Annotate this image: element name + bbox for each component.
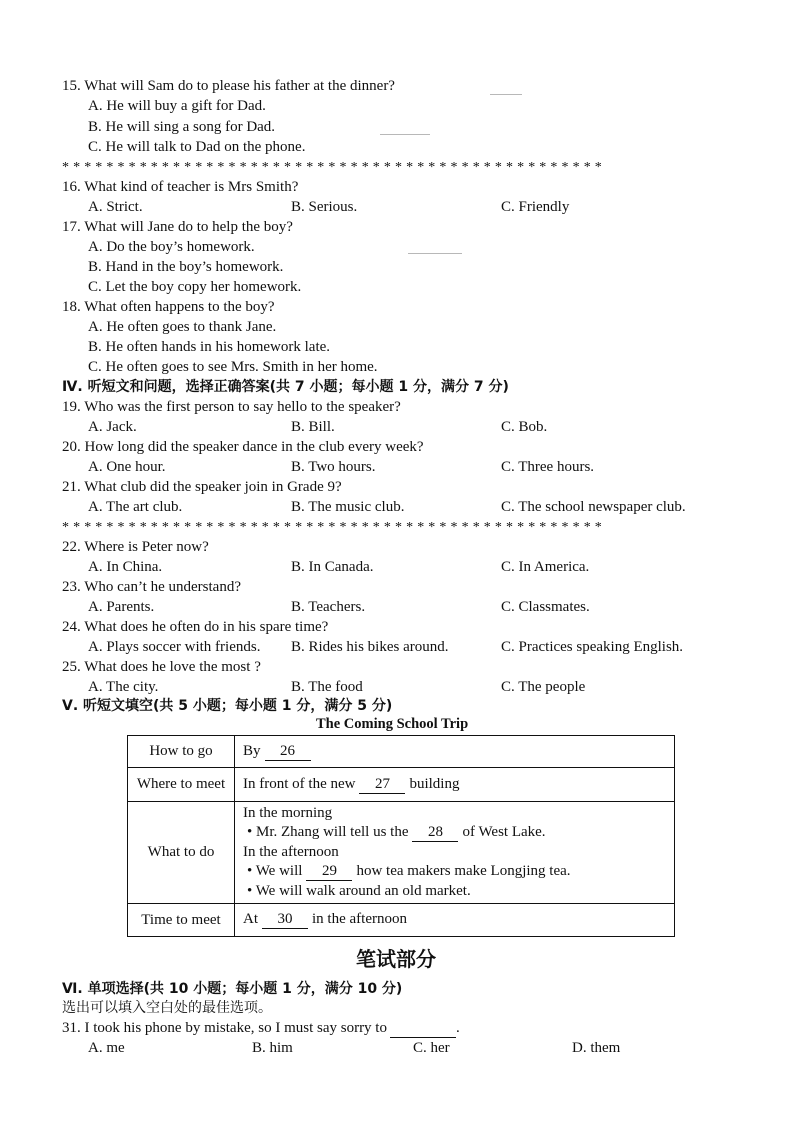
row-label: What to do bbox=[128, 802, 235, 904]
written-part-title: 笔试部分 bbox=[356, 947, 436, 971]
row-value bbox=[235, 802, 675, 904]
pencil-mark bbox=[408, 253, 462, 254]
cell-text: At bbox=[243, 911, 258, 927]
q22-option-a: A. In China. bbox=[88, 559, 163, 575]
section-6-heading: Ⅵ. 单项选择(共 10 小题；每小题 1 分，满分 10 分) bbox=[62, 981, 403, 997]
question-17: 17. What will Jane do to help the boy? bbox=[62, 219, 293, 235]
question-22: 22. Where is Peter now? bbox=[62, 539, 209, 555]
separator-stars: * * * * * * * * * * * * * * * * * * * * * * * * * * * * * * * * * * * * * * * * * * * * * * * * * bbox=[62, 160, 603, 175]
section-5-heading: Ⅴ. 听短文填空(共 5 小题；每小题 1 分，满分 5 分) bbox=[62, 698, 393, 714]
q20-option-b: B. Two hours. bbox=[291, 459, 376, 475]
section-4-heading: Ⅳ. 听短文和问题，选择正确答案(共 7 小题；每小题 1 分，满分 7 分) bbox=[62, 379, 509, 395]
q24-option-c: C. Practices speaking English. bbox=[501, 639, 684, 655]
question-18: 18. What often happens to the boy? bbox=[62, 299, 275, 315]
cell-text: of West Lake. bbox=[462, 824, 546, 841]
blank-26[interactable]: 26 bbox=[265, 743, 311, 761]
row-value bbox=[235, 768, 675, 802]
q15-option-b: B. He will sing a song for Dad. bbox=[88, 119, 276, 135]
q19-option-b: B. Bill. bbox=[291, 419, 335, 435]
q31-option-c: C. her bbox=[413, 1040, 450, 1056]
pencil-mark bbox=[490, 94, 522, 95]
cell-text: In front of the new bbox=[243, 775, 356, 792]
table-row bbox=[128, 802, 675, 904]
cell-text: • We will walk around an old market. bbox=[247, 882, 471, 899]
blank-27[interactable]: 27 bbox=[359, 776, 405, 794]
q19-option-a: A. Jack. bbox=[88, 419, 137, 435]
row-value bbox=[235, 736, 675, 768]
cell-text: in the afternoon bbox=[312, 911, 407, 927]
cell-text: By bbox=[243, 742, 261, 759]
q25-option-c: C. The people bbox=[501, 679, 586, 695]
q31-option-a: A. me bbox=[88, 1040, 125, 1056]
q19-option-c: C. Bob. bbox=[501, 419, 548, 435]
q24-option-b: B. Rides his bikes around. bbox=[291, 639, 449, 655]
cell-text: how tea makers make Longjing tea. bbox=[356, 863, 571, 880]
question-24: 24. What does he often do in his spare time? bbox=[62, 619, 329, 635]
row-label: Time to meet bbox=[128, 904, 235, 937]
q16-option-c: C. Friendly bbox=[501, 199, 570, 215]
q17-option-a: A. Do the boy’s homework. bbox=[88, 239, 255, 255]
blank-29[interactable]: 29 bbox=[306, 863, 352, 881]
blank-30[interactable]: 30 bbox=[262, 911, 308, 929]
question-25: 25. What does he love the most ? bbox=[62, 659, 261, 675]
cell-text: In the morning bbox=[243, 804, 333, 821]
q15-option-a: A. He will buy a gift for Dad. bbox=[88, 98, 266, 114]
q25-option-b: B. The food bbox=[291, 679, 363, 695]
q22-option-c: C. In America. bbox=[501, 559, 590, 575]
row-label: Where to meet bbox=[128, 768, 235, 802]
q16-option-b: B. Serious. bbox=[291, 199, 358, 215]
q21-option-a: A. The art club. bbox=[88, 499, 183, 515]
table-row bbox=[128, 904, 675, 937]
pencil-mark bbox=[380, 134, 430, 135]
q18-option-a: A. He often goes to thank Jane. bbox=[88, 319, 277, 335]
cell-text: • Mr. Zhang will tell us the bbox=[247, 824, 409, 841]
q31-option-b: B. him bbox=[252, 1040, 293, 1056]
row-value bbox=[235, 904, 675, 937]
q20-option-c: C. Three hours. bbox=[501, 459, 595, 475]
bullet-line bbox=[243, 862, 666, 882]
answer-blank[interactable] bbox=[390, 1023, 456, 1038]
separator-stars: * * * * * * * * * * * * * * * * * * * * * * * * * * * * * * * * * * * * * * * * * * * * * * * * * bbox=[62, 520, 603, 535]
question-20: 20. How long did the speaker dance in the club every week? bbox=[62, 439, 424, 455]
q23-option-b: B. Teachers. bbox=[291, 599, 366, 615]
school-trip-table bbox=[127, 735, 675, 937]
q23-option-a: A. Parents. bbox=[88, 599, 155, 615]
q21-option-c: C. The school newspaper club. bbox=[501, 499, 686, 515]
q18-option-b: B. He often hands in his homework late. bbox=[88, 339, 331, 355]
q16-option-a: A. Strict. bbox=[88, 199, 143, 215]
q25-option-a: A. The city. bbox=[88, 679, 159, 695]
cell-text: In the afternoon bbox=[243, 843, 339, 860]
cell-text: building bbox=[409, 775, 460, 792]
q20-option-a: A. One hour. bbox=[88, 459, 166, 475]
blank-28[interactable]: 28 bbox=[412, 824, 458, 842]
table-row bbox=[128, 736, 675, 768]
section-6-instruction: 选出可以填入空白处的最佳选项。 bbox=[62, 1000, 272, 1016]
q31-option-d: D. them bbox=[572, 1040, 621, 1056]
q18-option-c: C. He often goes to see Mrs. Smith in her home. bbox=[88, 359, 378, 375]
question-21: 21. What club did the speaker join in Grade 9? bbox=[62, 479, 342, 495]
q24-option-a: A. Plays soccer with friends. bbox=[88, 639, 261, 655]
q23-option-c: C. Classmates. bbox=[501, 599, 590, 615]
table-row bbox=[128, 768, 675, 802]
question-31-end: . bbox=[455, 1020, 460, 1036]
q17-option-c: C. Let the boy copy her homework. bbox=[88, 279, 302, 295]
table-title: The Coming School Trip bbox=[316, 716, 469, 732]
q17-option-b: B. Hand in the boy’s homework. bbox=[88, 259, 284, 275]
q21-option-b: B. The music club. bbox=[291, 499, 405, 515]
question-19: 19. Who was the first person to say hello to the speaker? bbox=[62, 399, 401, 415]
question-31-stem: 31. I took his phone by mistake, so I must say sorry to bbox=[62, 1020, 387, 1036]
q15-option-c: C. He will talk to Dad on the phone. bbox=[88, 139, 306, 155]
row-label: How to go bbox=[128, 736, 235, 768]
question-15: 15. What will Sam do to please his father at the dinner? bbox=[62, 78, 395, 94]
bullet-line bbox=[243, 823, 666, 843]
question-31 bbox=[62, 1019, 460, 1038]
question-16: 16. What kind of teacher is Mrs Smith? bbox=[62, 179, 299, 195]
question-23: 23. Who can’t he understand? bbox=[62, 579, 241, 595]
cell-text: • We will bbox=[247, 863, 303, 880]
q22-option-b: B. In Canada. bbox=[291, 559, 374, 575]
